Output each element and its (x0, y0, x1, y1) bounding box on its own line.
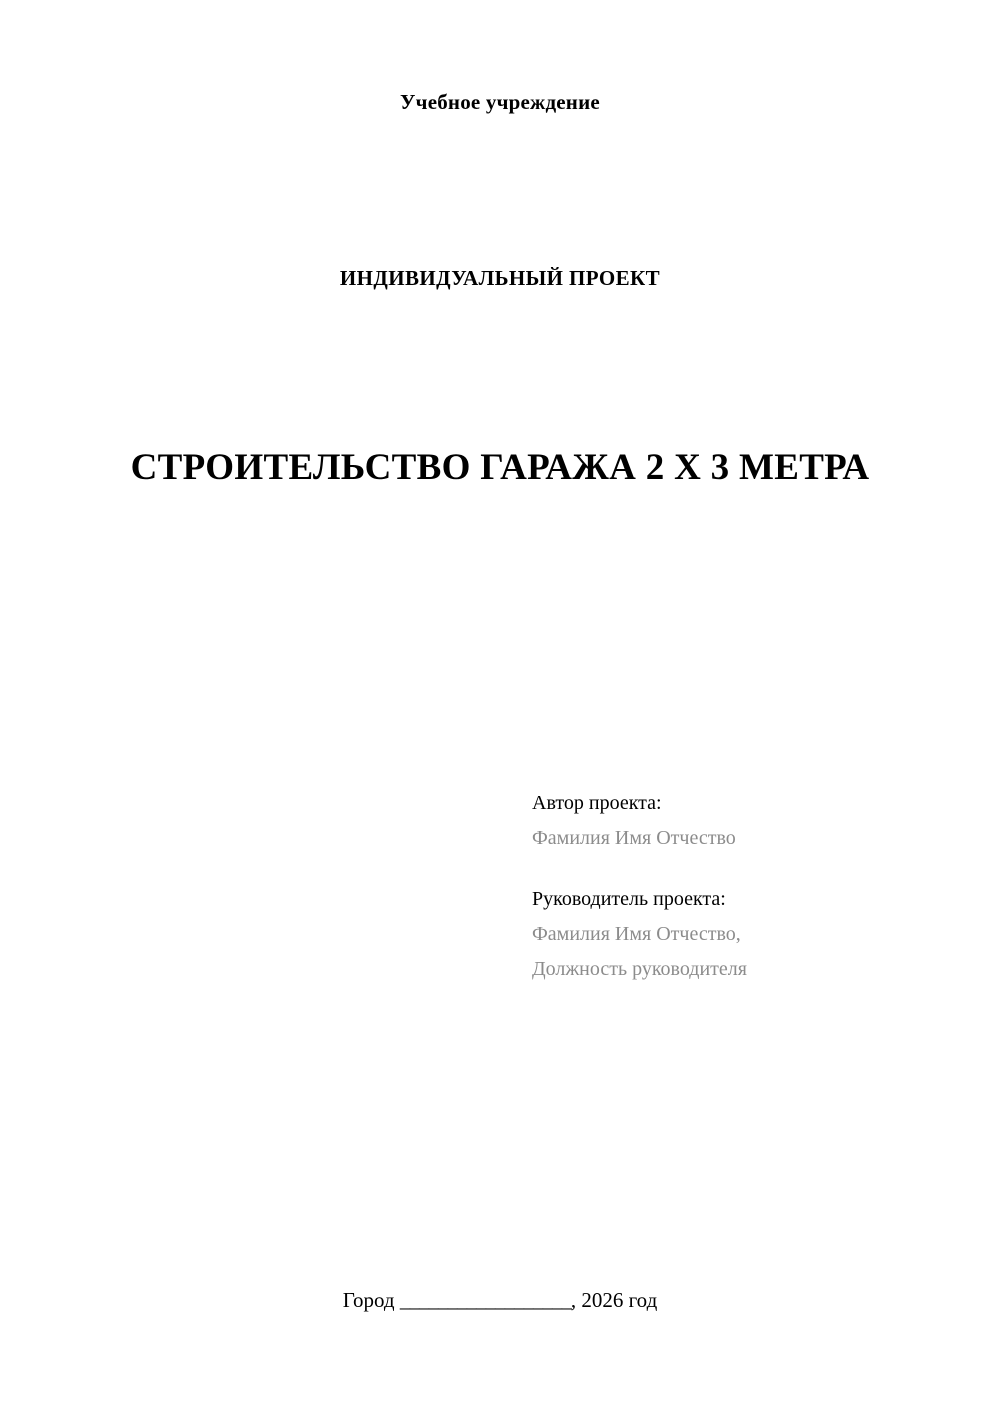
author-label: Автор проекта: (532, 792, 662, 814)
footer-city-year (0, 1288, 1000, 1313)
supervisor-label: Руководитель проекта: (532, 888, 726, 910)
supervisor-block (532, 882, 952, 987)
year-text: , 2026 год (570, 1288, 658, 1312)
author-value: Фамилия Имя Отчество (532, 827, 736, 849)
supervisor-value-line-1: Фамилия Имя Отчество, (532, 923, 741, 945)
city-blank-line: __________________ (399, 1288, 571, 1312)
institution-name: Учебное учреждение (400, 90, 600, 114)
project-type-heading: ИНДИВИДУАЛЬНЫЙ ПРОЕКТ (339, 266, 661, 290)
credits-block (532, 786, 952, 1013)
city-label: Город (342, 1288, 395, 1312)
page-title: СТРОИТЕЛЬСТВО ГАРАЖА 2 Х 3 МЕТРА (130, 447, 870, 488)
author-block (532, 786, 952, 856)
supervisor-value-line-2: Должность руководителя (532, 958, 747, 980)
